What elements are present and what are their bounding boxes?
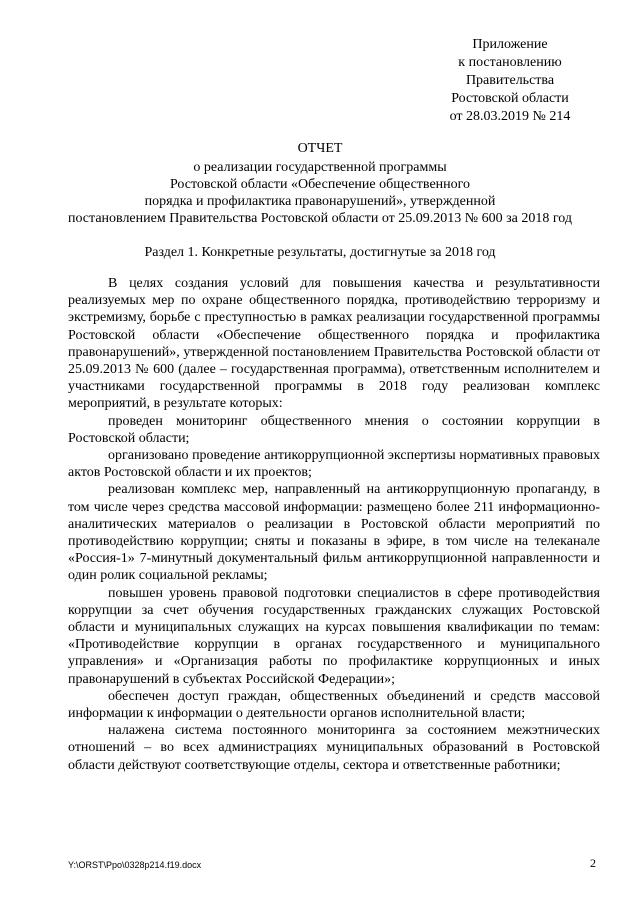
report-subtitle-line: порядка и профилактика правонарушений», утвержденной [144,194,496,209]
attachment-line: Ростовской области [451,91,569,106]
body-paragraph: налажена система постоянного мониторинга за состоянием межэтнических отношений – во всех администрациях муниципальных образований в Ростовской области действуют соответствующие отделы, сектора и ответственные работники; [68,723,600,773]
footer-file-path: Y:\ORST\Ppo\0328p214.f19.docx [68,860,202,870]
body-paragraph: организовано проведение антикоррупционной экспертизы нормативных правовых актов Ростовской области и их проектов; [68,448,600,481]
body-paragraph: обеспечен доступ граждан, общественных объединений и средств массовой информации к информации о деятельности органов исполнительной власти; [68,688,600,722]
report-subtitle-line: постановлением Правительства Ростовской области от 25.09.2013 № 600 за 2018 год [67,211,573,226]
report-heading: ОТЧЕТ [297,141,343,156]
attachment-line: Правительства [465,73,555,88]
body-paragraph: повышен уровень правовой подготовки специалистов в сфере противодействия коррупции за счет обучения государственных гражданских служащих Ростовской области и муниципальных служащих на курсах повышения квалификации по темам: «Противодействие коррупции в органах государственного и муниципального управления» и «Организация работы по профилактике коррупционных и иных правонарушений в субъектах Российской Федерации»; [68,585,600,687]
report-subtitle-line: о реализации государственной программы [193,160,447,175]
page-number: 2 [590,856,596,870]
body-paragraph: реализован комплекс мер, направленный на антикоррупционную пропаганду, в том числе через средства массовой информации: размещено более 211 информационно-аналитических материалов о реализации в Ростовской области мероприятий по противодействию коррупции; сняты и показаны в эфире, в том числе на телеканале «Россия-1» 7-минутный документальный фильм антикоррупционной направленности и один ролик социальной рекламы; [68,482,600,584]
attachment-line: от 28.03.2019 № 214 [449,109,571,124]
attachment-block [420,36,600,126]
report-subtitle-line: Ростовской области «Обеспечение общественного [169,177,471,192]
attachment-line: к постановлению [458,55,562,70]
body-text [68,275,600,774]
report-title-block [0,140,640,227]
section-heading: Раздел 1. Конкретные результаты, достигнутые за 2018 год [144,245,496,260]
body-paragraph: проведен мониторинг общественного мнения о состоянии коррупции в Ростовской области; [68,413,600,446]
body-paragraph: В целях создания условий для повышения качества и результативности реализуемых мер по охране общественного порядка, противодействию терроризму и экстремизму, борьбе с преступностью в рамках реализации государственной программы Ростовской области «Обеспечение общественного порядка и профилактика правонарушений», утвержденной постановлением Правительства Ростовской области от 25.09.2013 № 600 (далее – государственная программа), ответственным исполнителем и участниками государственной программы в 2018 году реализован комплекс мероприятий, в результате которых: [68,276,600,412]
attachment-line: Приложение [472,37,548,52]
